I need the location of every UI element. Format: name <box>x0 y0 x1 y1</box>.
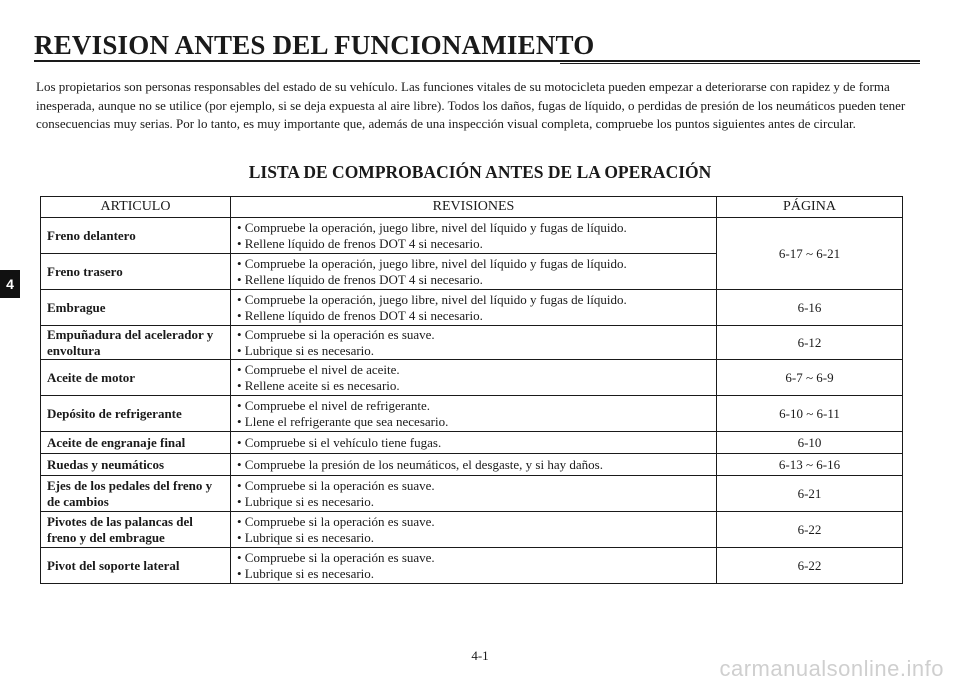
row-item: Aceite de motor <box>41 360 231 396</box>
table-header-row <box>41 197 903 218</box>
check-line: • Lubrique si es necesario. <box>237 342 375 358</box>
check-line: • Compruebe la presión de los neumáticos, el desgaste, y si hay daños. <box>237 456 603 472</box>
check-line: • Compruebe si la operación es suave. <box>237 514 435 529</box>
title-rule-secondary <box>560 63 920 64</box>
row-page: 6-22 <box>717 512 903 548</box>
watermark: carmanualsonline.info <box>719 656 944 681</box>
table-row <box>41 326 903 360</box>
row-page: 6-10 <box>717 432 903 454</box>
table-row <box>41 360 903 396</box>
page-title: REVISION ANTES DEL FUNCIONAMIENTO <box>34 30 595 60</box>
check-line: • Compruebe la operación, juego libre, nivel del líquido y fugas de líquido. <box>237 292 627 307</box>
table-row <box>41 476 903 512</box>
row-page: 6-7 ~ 6-9 <box>717 360 903 396</box>
row-item: Freno delantero <box>41 218 231 254</box>
row-checks <box>231 454 717 476</box>
section-title: LISTA DE COMPROBACIÓN ANTES DE LA OPERACIÓN <box>248 162 712 182</box>
check-line: • Rellene líquido de frenos DOT 4 si necesario. <box>237 271 483 287</box>
row-checks <box>231 254 717 290</box>
table-row <box>41 512 903 548</box>
check-line: • Lubrique si es necesario. <box>237 529 375 545</box>
check-line: • Compruebe si la operación es suave. <box>237 327 435 342</box>
header-revisiones: REVISIONES <box>231 197 717 218</box>
row-checks <box>231 360 717 396</box>
row-item: Pivot del soporte lateral <box>41 548 231 584</box>
table-row <box>41 218 903 254</box>
check-line: • Llene el refrigerante que sea necesario. <box>237 413 449 429</box>
check-line: • Compruebe la operación, juego libre, nivel del líquido y fugas de líquido. <box>237 256 627 271</box>
chapter-tab: 4 <box>0 270 20 298</box>
row-checks <box>231 432 717 454</box>
header-pagina: PÁGINA <box>717 197 903 218</box>
row-item: Ruedas y neumáticos <box>41 454 231 476</box>
check-line: • Lubrique si es necesario. <box>237 565 375 581</box>
row-page: 6-16 <box>717 290 903 326</box>
table-row <box>41 290 903 326</box>
check-line: • Rellene aceite si es necesario. <box>237 377 400 393</box>
row-page: 6-21 <box>717 476 903 512</box>
row-item: Empuñadura del acelerador y envoltura <box>41 326 231 360</box>
row-page: 6-13 ~ 6-16 <box>717 454 903 476</box>
row-checks <box>231 548 717 584</box>
row-item: Depósito de refrigerante <box>41 396 231 432</box>
title-rule <box>34 60 920 62</box>
check-line: • Compruebe la operación, juego libre, nivel del líquido y fugas de líquido. <box>237 220 627 235</box>
row-checks <box>231 396 717 432</box>
table-row <box>41 396 903 432</box>
check-line: • Compruebe el nivel de aceite. <box>237 362 400 377</box>
intro-paragraph: Los propietarios son personas responsables del estado de su vehículo. Las funciones vitales de su motocicleta pueden empezar a deteriorarse con rapidez y de forma inesperada, aunque no se utilice (por ejemplo, si se deja expuesta al aire libre). Todos los daños, fugas de líquido, o perdidas de presión de los neumáticos pueden tener consecuencias muy serias. Por lo tanto, es muy importante que, además de una inspección visual completa, compruebe los puntos siguientes antes de circular. <box>36 79 906 131</box>
check-line: • Compruebe si el vehículo tiene fugas. <box>237 434 442 450</box>
table-row <box>41 548 903 584</box>
table-row <box>41 454 903 476</box>
row-page: 6-17 ~ 6-21 <box>717 218 903 290</box>
row-page: 6-12 <box>717 326 903 360</box>
check-line: • Compruebe si la operación es suave. <box>237 478 435 493</box>
row-item: Freno trasero <box>41 254 231 290</box>
row-checks <box>231 512 717 548</box>
row-checks <box>231 290 717 326</box>
check-line: • Compruebe si la operación es suave. <box>237 550 435 565</box>
row-checks <box>231 476 717 512</box>
table-row <box>41 432 903 454</box>
check-line: • Compruebe el nivel de refrigerante. <box>237 398 430 413</box>
header-articulo: ARTICULO <box>41 197 231 218</box>
row-item: Ejes de los pedales del freno y de cambios <box>41 476 231 512</box>
row-page: 6-22 <box>717 548 903 584</box>
row-checks <box>231 326 717 360</box>
check-line: • Lubrique si es necesario. <box>237 493 375 509</box>
row-page: 6-10 ~ 6-11 <box>717 396 903 432</box>
row-checks <box>231 218 717 254</box>
check-line: • Rellene líquido de frenos DOT 4 si necesario. <box>237 235 483 251</box>
check-line: • Rellene líquido de frenos DOT 4 si necesario. <box>237 307 483 323</box>
checklist-table <box>40 196 903 584</box>
row-item: Embrague <box>41 290 231 326</box>
row-item: Pivotes de las palancas del freno y del embrague <box>41 512 231 548</box>
page-number: 4-1 <box>471 648 489 663</box>
row-item: Aceite de engranaje final <box>41 432 231 454</box>
